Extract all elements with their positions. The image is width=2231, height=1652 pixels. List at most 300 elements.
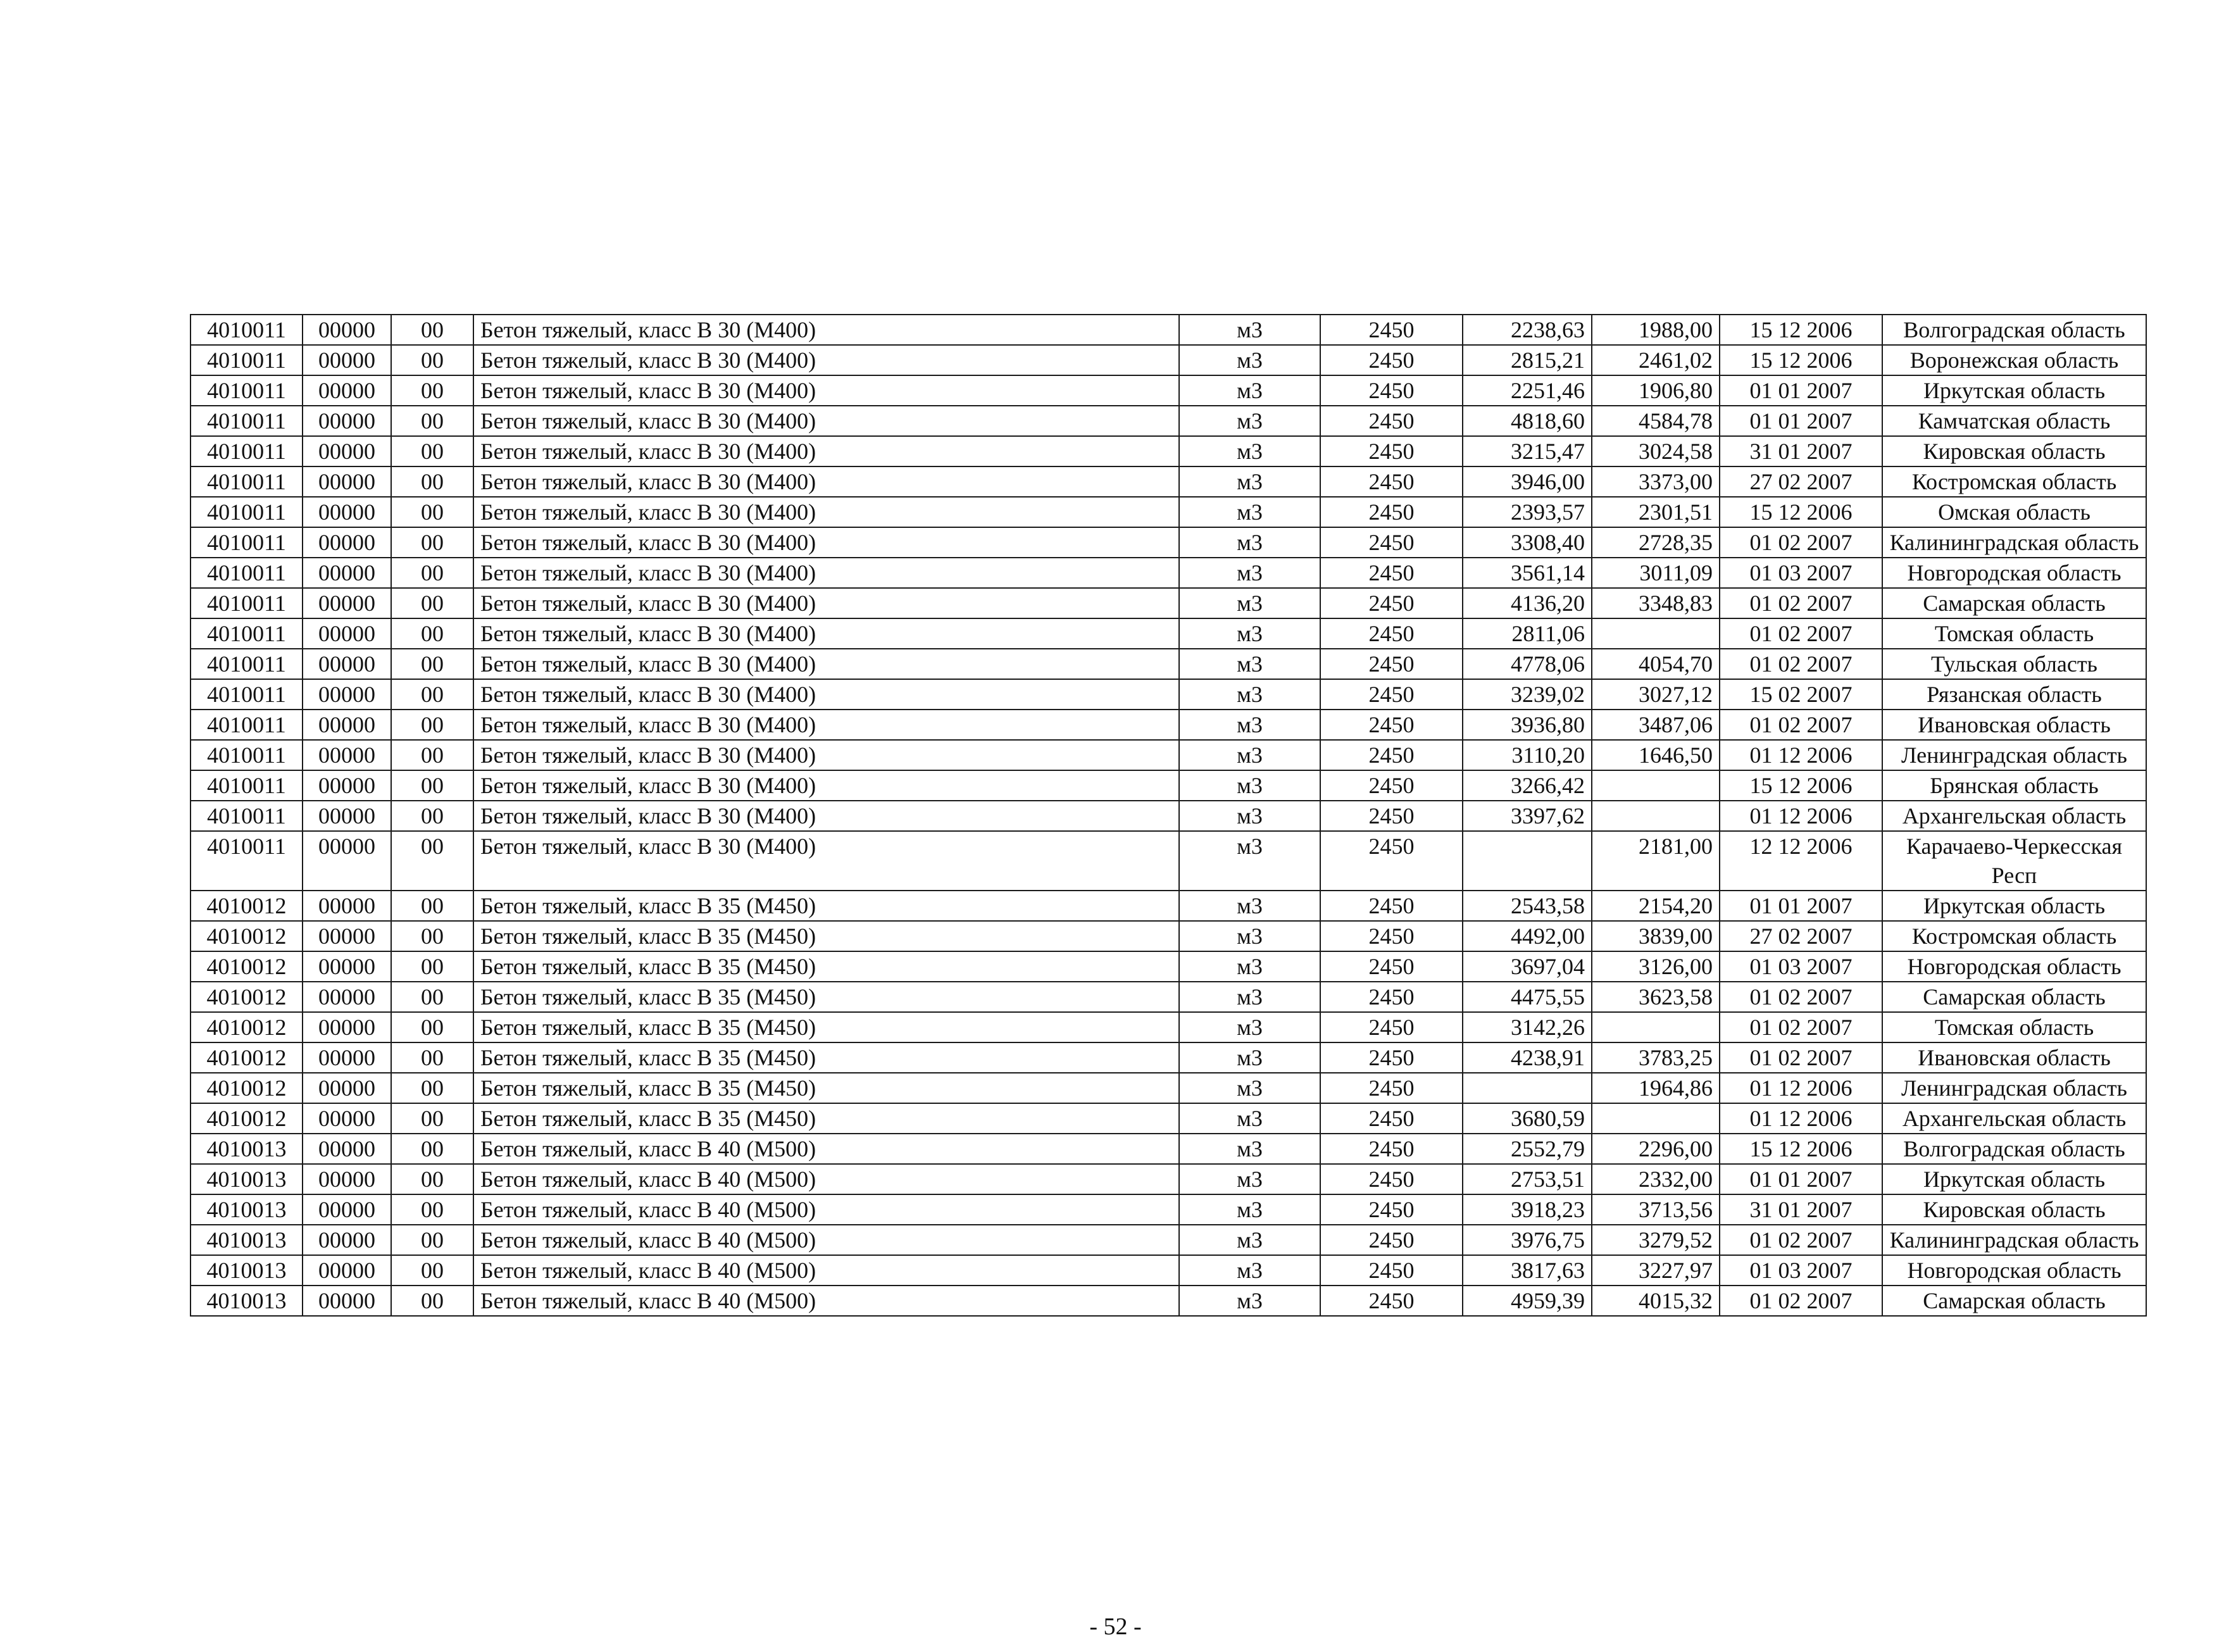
date-cell: 01 02 2007 [1720,1286,1882,1316]
region-cell: Тульская область [1882,649,2146,679]
table-row [191,710,2146,740]
price-1-cell: 3215,47 [1463,436,1592,466]
modifier-cell: 00 [391,618,473,649]
material-code-cell: 4010011 [191,710,303,740]
modifier-cell: 00 [391,406,473,436]
subcode-cell: 00000 [303,679,391,710]
modifier-cell: 00 [391,466,473,497]
subcode-cell: 00000 [303,921,391,951]
unit-cell: м3 [1179,1103,1320,1134]
table-row [191,740,2146,770]
region-cell: Калининградская область [1882,527,2146,558]
price-2-cell [1592,1012,1720,1042]
unit-cell: м3 [1179,1194,1320,1225]
price-2-cell [1592,801,1720,831]
unit-cell: м3 [1179,375,1320,406]
unit-cell: м3 [1179,1134,1320,1164]
material-name-cell: Бетон тяжелый, класс В 35 (М450) [473,1042,1179,1073]
modifier-cell: 00 [391,1103,473,1134]
price-2-cell: 2154,20 [1592,891,1720,921]
price-1-cell: 3397,62 [1463,801,1592,831]
table-row [191,375,2146,406]
date-cell: 01 01 2007 [1720,1164,1882,1194]
material-name-cell: Бетон тяжелый, класс В 30 (М400) [473,466,1179,497]
density-cell: 2450 [1320,588,1463,618]
region-cell: Новгородская область [1882,1255,2146,1286]
table-row [191,1225,2146,1255]
region-cell: Ленинградская область [1882,1073,2146,1103]
subcode-cell: 00000 [303,1225,391,1255]
subcode-cell: 00000 [303,466,391,497]
material-code-cell: 4010013 [191,1164,303,1194]
material-name-cell: Бетон тяжелый, класс В 35 (М450) [473,951,1179,982]
material-name-cell: Бетон тяжелый, класс В 40 (М500) [473,1194,1179,1225]
table-row [191,1042,2146,1073]
material-code-cell: 4010013 [191,1225,303,1255]
date-cell: 15 02 2007 [1720,679,1882,710]
material-name-cell: Бетон тяжелый, класс В 30 (М400) [473,649,1179,679]
price-1-cell: 2552,79 [1463,1134,1592,1164]
modifier-cell: 00 [391,1255,473,1286]
unit-cell: м3 [1179,679,1320,710]
region-cell: Брянская область [1882,770,2146,801]
subcode-cell: 00000 [303,710,391,740]
region-cell: Волгоградская область [1882,1134,2146,1164]
table-row [191,497,2146,527]
price-2-cell: 3373,00 [1592,466,1720,497]
material-code-cell: 4010011 [191,527,303,558]
density-cell: 2450 [1320,982,1463,1012]
date-cell: 15 12 2006 [1720,770,1882,801]
price-2-cell: 4015,32 [1592,1286,1720,1316]
date-cell: 01 12 2006 [1720,740,1882,770]
price-1-cell: 3976,75 [1463,1225,1592,1255]
price-2-cell: 2332,00 [1592,1164,1720,1194]
price-2-cell: 4584,78 [1592,406,1720,436]
price-2-cell: 3348,83 [1592,588,1720,618]
date-cell: 27 02 2007 [1720,466,1882,497]
material-code-cell: 4010012 [191,921,303,951]
material-code-cell: 4010011 [191,740,303,770]
price-1-cell: 4136,20 [1463,588,1592,618]
table-row [191,345,2146,375]
price-2-cell: 3839,00 [1592,921,1720,951]
date-cell: 01 03 2007 [1720,558,1882,588]
region-cell: Ивановская область [1882,1042,2146,1073]
density-cell: 2450 [1320,1073,1463,1103]
unit-cell: м3 [1179,1225,1320,1255]
material-name-cell: Бетон тяжелый, класс В 35 (М450) [473,891,1179,921]
material-code-cell: 4010012 [191,891,303,921]
modifier-cell: 00 [391,558,473,588]
date-cell: 01 03 2007 [1720,1255,1882,1286]
region-cell: Костромская область [1882,466,2146,497]
date-cell: 31 01 2007 [1720,1194,1882,1225]
unit-cell: м3 [1179,770,1320,801]
table-row [191,1286,2146,1316]
subcode-cell: 00000 [303,1164,391,1194]
price-1-cell: 3239,02 [1463,679,1592,710]
material-code-cell: 4010011 [191,618,303,649]
price-1-cell: 3561,14 [1463,558,1592,588]
density-cell: 2450 [1320,1225,1463,1255]
material-name-cell: Бетон тяжелый, класс В 35 (М450) [473,921,1179,951]
modifier-cell: 00 [391,1134,473,1164]
material-code-cell: 4010011 [191,436,303,466]
price-2-cell [1592,1103,1720,1134]
region-cell: Рязанская область [1882,679,2146,710]
region-cell: Самарская область [1882,588,2146,618]
date-cell: 01 02 2007 [1720,1225,1882,1255]
material-name-cell: Бетон тяжелый, класс В 35 (М450) [473,1073,1179,1103]
region-cell: Иркутская область [1882,891,2146,921]
table-row [191,466,2146,497]
region-cell: Ленинградская область [1882,740,2146,770]
material-code-cell: 4010011 [191,649,303,679]
density-cell: 2450 [1320,951,1463,982]
price-2-cell: 1964,86 [1592,1073,1720,1103]
price-2-cell: 3027,12 [1592,679,1720,710]
unit-cell: м3 [1179,1255,1320,1286]
material-code-cell: 4010012 [191,1103,303,1134]
modifier-cell: 00 [391,921,473,951]
modifier-cell: 00 [391,710,473,740]
price-1-cell: 4959,39 [1463,1286,1592,1316]
density-cell: 2450 [1320,891,1463,921]
unit-cell: м3 [1179,831,1320,891]
material-code-cell: 4010013 [191,1194,303,1225]
price-1-cell: 3110,20 [1463,740,1592,770]
density-cell: 2450 [1320,740,1463,770]
unit-cell: м3 [1179,982,1320,1012]
subcode-cell: 00000 [303,588,391,618]
date-cell: 01 02 2007 [1720,618,1882,649]
price-1-cell: 3936,80 [1463,710,1592,740]
price-2-cell: 1906,80 [1592,375,1720,406]
date-cell: 15 12 2006 [1720,497,1882,527]
subcode-cell: 00000 [303,951,391,982]
modifier-cell: 00 [391,315,473,345]
modifier-cell: 00 [391,982,473,1012]
subcode-cell: 00000 [303,1073,391,1103]
price-2-cell: 1646,50 [1592,740,1720,770]
density-cell: 2450 [1320,710,1463,740]
subcode-cell: 00000 [303,1042,391,1073]
table-row [191,436,2146,466]
unit-cell: м3 [1179,618,1320,649]
table-row [191,527,2146,558]
density-cell: 2450 [1320,1194,1463,1225]
material-code-cell: 4010012 [191,1073,303,1103]
table-row [191,1012,2146,1042]
modifier-cell: 00 [391,345,473,375]
table-body [191,315,2146,1316]
table-row [191,1194,2146,1225]
material-name-cell: Бетон тяжелый, класс В 30 (М400) [473,436,1179,466]
modifier-cell: 00 [391,801,473,831]
price-1-cell: 4818,60 [1463,406,1592,436]
subcode-cell: 00000 [303,1103,391,1134]
subcode-cell: 00000 [303,406,391,436]
material-code-cell: 4010012 [191,951,303,982]
subcode-cell: 00000 [303,831,391,891]
price-2-cell: 4054,70 [1592,649,1720,679]
date-cell: 15 12 2006 [1720,345,1882,375]
unit-cell: м3 [1179,345,1320,375]
material-code-cell: 4010011 [191,679,303,710]
material-name-cell: Бетон тяжелый, класс В 35 (М450) [473,982,1179,1012]
region-cell: Камчатская область [1882,406,2146,436]
density-cell: 2450 [1320,679,1463,710]
material-code-cell: 4010011 [191,558,303,588]
price-2-cell: 2301,51 [1592,497,1720,527]
density-cell: 2450 [1320,1134,1463,1164]
table-row [191,831,2146,891]
price-1-cell: 4492,00 [1463,921,1592,951]
density-cell: 2450 [1320,558,1463,588]
modifier-cell: 00 [391,588,473,618]
density-cell: 2450 [1320,770,1463,801]
density-cell: 2450 [1320,406,1463,436]
density-cell: 2450 [1320,1012,1463,1042]
date-cell: 01 01 2007 [1720,406,1882,436]
density-cell: 2450 [1320,375,1463,406]
modifier-cell: 00 [391,831,473,891]
density-cell: 2450 [1320,497,1463,527]
unit-cell: м3 [1179,891,1320,921]
region-cell: Новгородская область [1882,558,2146,588]
table-row [191,1103,2146,1134]
date-cell: 01 02 2007 [1720,649,1882,679]
subcode-cell: 00000 [303,1194,391,1225]
region-cell: Иркутская область [1882,375,2146,406]
material-name-cell: Бетон тяжелый, класс В 30 (М400) [473,831,1179,891]
date-cell: 01 02 2007 [1720,588,1882,618]
material-name-cell: Бетон тяжелый, класс В 30 (М400) [473,770,1179,801]
material-name-cell: Бетон тяжелый, класс В 30 (М400) [473,527,1179,558]
region-cell: Томская область [1882,1012,2146,1042]
unit-cell: м3 [1179,497,1320,527]
price-1-cell: 4778,06 [1463,649,1592,679]
modifier-cell: 00 [391,1042,473,1073]
region-cell: Архангельская область [1882,1103,2146,1134]
modifier-cell: 00 [391,1073,473,1103]
price-2-cell: 3279,52 [1592,1225,1720,1255]
material-code-cell: 4010011 [191,497,303,527]
price-2-cell: 1988,00 [1592,315,1720,345]
table-row [191,1134,2146,1164]
subcode-cell: 00000 [303,891,391,921]
region-cell: Ивановская область [1882,710,2146,740]
unit-cell: м3 [1179,466,1320,497]
date-cell: 01 03 2007 [1720,951,1882,982]
price-1-cell: 2753,51 [1463,1164,1592,1194]
price-1-cell: 3308,40 [1463,527,1592,558]
material-code-cell: 4010012 [191,1042,303,1073]
table-row [191,1073,2146,1103]
region-cell: Иркутская область [1882,1164,2146,1194]
density-cell: 2450 [1320,315,1463,345]
material-name-cell: Бетон тяжелый, класс В 30 (М400) [473,679,1179,710]
price-2-cell: 3623,58 [1592,982,1720,1012]
unit-cell: м3 [1179,801,1320,831]
date-cell: 15 12 2006 [1720,1134,1882,1164]
unit-cell: м3 [1179,1042,1320,1073]
price-2-cell [1592,770,1720,801]
date-cell: 01 12 2006 [1720,1073,1882,1103]
price-1-cell: 3680,59 [1463,1103,1592,1134]
material-name-cell: Бетон тяжелый, класс В 30 (М400) [473,406,1179,436]
subcode-cell: 00000 [303,1134,391,1164]
unit-cell: м3 [1179,406,1320,436]
date-cell: 01 12 2006 [1720,1103,1882,1134]
material-name-cell: Бетон тяжелый, класс В 40 (М500) [473,1225,1179,1255]
region-cell: Архангельская область [1882,801,2146,831]
subcode-cell: 00000 [303,1012,391,1042]
density-cell: 2450 [1320,1103,1463,1134]
price-2-cell: 3783,25 [1592,1042,1720,1073]
table-row [191,406,2146,436]
price-1-cell: 3697,04 [1463,951,1592,982]
material-code-cell: 4010011 [191,831,303,891]
table-row [191,1164,2146,1194]
modifier-cell: 00 [391,527,473,558]
material-name-cell: Бетон тяжелый, класс В 40 (М500) [473,1286,1179,1316]
material-code-cell: 4010013 [191,1286,303,1316]
price-2-cell: 3011,09 [1592,558,1720,588]
subcode-cell: 00000 [303,558,391,588]
price-1-cell: 2251,46 [1463,375,1592,406]
material-code-cell: 4010011 [191,406,303,436]
date-cell: 01 12 2006 [1720,801,1882,831]
price-2-cell: 3024,58 [1592,436,1720,466]
table-row [191,891,2146,921]
density-cell: 2450 [1320,466,1463,497]
subcode-cell: 00000 [303,740,391,770]
date-cell: 01 01 2007 [1720,375,1882,406]
price-1-cell [1463,831,1592,891]
unit-cell: м3 [1179,315,1320,345]
date-cell: 01 02 2007 [1720,982,1882,1012]
region-cell: Томская область [1882,618,2146,649]
material-name-cell: Бетон тяжелый, класс В 30 (М400) [473,497,1179,527]
subcode-cell: 00000 [303,982,391,1012]
subcode-cell: 00000 [303,649,391,679]
material-code-cell: 4010011 [191,466,303,497]
material-name-cell: Бетон тяжелый, класс В 30 (М400) [473,740,1179,770]
modifier-cell: 00 [391,497,473,527]
price-2-cell: 2181,00 [1592,831,1720,891]
price-1-cell: 4238,91 [1463,1042,1592,1073]
material-name-cell: Бетон тяжелый, класс В 30 (М400) [473,710,1179,740]
unit-cell: м3 [1179,558,1320,588]
subcode-cell: 00000 [303,1255,391,1286]
table-row [191,921,2146,951]
material-code-cell: 4010012 [191,982,303,1012]
density-cell: 2450 [1320,1042,1463,1073]
subcode-cell: 00000 [303,770,391,801]
table-row [191,770,2146,801]
modifier-cell: 00 [391,770,473,801]
subcode-cell: 00000 [303,527,391,558]
subcode-cell: 00000 [303,497,391,527]
modifier-cell: 00 [391,951,473,982]
unit-cell: м3 [1179,1073,1320,1103]
density-cell: 2450 [1320,649,1463,679]
material-name-cell: Бетон тяжелый, класс В 30 (М400) [473,315,1179,345]
region-cell: Самарская область [1882,1286,2146,1316]
material-name-cell: Бетон тяжелый, класс В 40 (М500) [473,1255,1179,1286]
region-cell: Новгородская область [1882,951,2146,982]
material-code-cell: 4010011 [191,801,303,831]
subcode-cell: 00000 [303,801,391,831]
material-code-cell: 4010011 [191,345,303,375]
region-cell: Воронежская область [1882,345,2146,375]
density-cell: 2450 [1320,801,1463,831]
region-cell: Кировская область [1882,1194,2146,1225]
modifier-cell: 00 [391,891,473,921]
price-1-cell: 2815,21 [1463,345,1592,375]
modifier-cell: 00 [391,1225,473,1255]
density-cell: 2450 [1320,1255,1463,1286]
table-row [191,679,2146,710]
subcode-cell: 00000 [303,345,391,375]
date-cell: 31 01 2007 [1720,436,1882,466]
modifier-cell: 00 [391,1164,473,1194]
region-cell: Костромская область [1882,921,2146,951]
price-2-cell: 2461,02 [1592,345,1720,375]
modifier-cell: 00 [391,1286,473,1316]
modifier-cell: 00 [391,1194,473,1225]
date-cell: 01 02 2007 [1720,1012,1882,1042]
modifier-cell: 00 [391,679,473,710]
material-name-cell: Бетон тяжелый, класс В 40 (М500) [473,1134,1179,1164]
table-row [191,315,2146,345]
material-code-cell: 4010011 [191,588,303,618]
density-cell: 2450 [1320,831,1463,891]
date-cell: 01 02 2007 [1720,710,1882,740]
material-name-cell: Бетон тяжелый, класс В 30 (М400) [473,375,1179,406]
table-row [191,982,2146,1012]
modifier-cell: 00 [391,649,473,679]
density-cell: 2450 [1320,1164,1463,1194]
price-1-cell: 3266,42 [1463,770,1592,801]
price-1-cell: 3817,63 [1463,1255,1592,1286]
material-code-cell: 4010012 [191,1012,303,1042]
price-2-cell: 3126,00 [1592,951,1720,982]
subcode-cell: 00000 [303,1286,391,1316]
price-2-cell [1592,618,1720,649]
material-name-cell: Бетон тяжелый, класс В 30 (М400) [473,345,1179,375]
price-1-cell: 4475,55 [1463,982,1592,1012]
page-number: - 52 - [1089,1613,1142,1640]
unit-cell: м3 [1179,1286,1320,1316]
price-2-cell: 3227,97 [1592,1255,1720,1286]
price-1-cell: 2393,57 [1463,497,1592,527]
table-row [191,1255,2146,1286]
date-cell: 01 02 2007 [1720,1042,1882,1073]
price-1-cell: 3142,26 [1463,1012,1592,1042]
region-cell: Карачаево-Черкесская Респ [1882,831,2146,891]
price-1-cell: 2238,63 [1463,315,1592,345]
date-cell: 01 02 2007 [1720,527,1882,558]
unit-cell: м3 [1179,951,1320,982]
price-2-cell: 2728,35 [1592,527,1720,558]
material-name-cell: Бетон тяжелый, класс В 30 (М400) [473,588,1179,618]
subcode-cell: 00000 [303,436,391,466]
date-cell: 27 02 2007 [1720,921,1882,951]
unit-cell: м3 [1179,527,1320,558]
